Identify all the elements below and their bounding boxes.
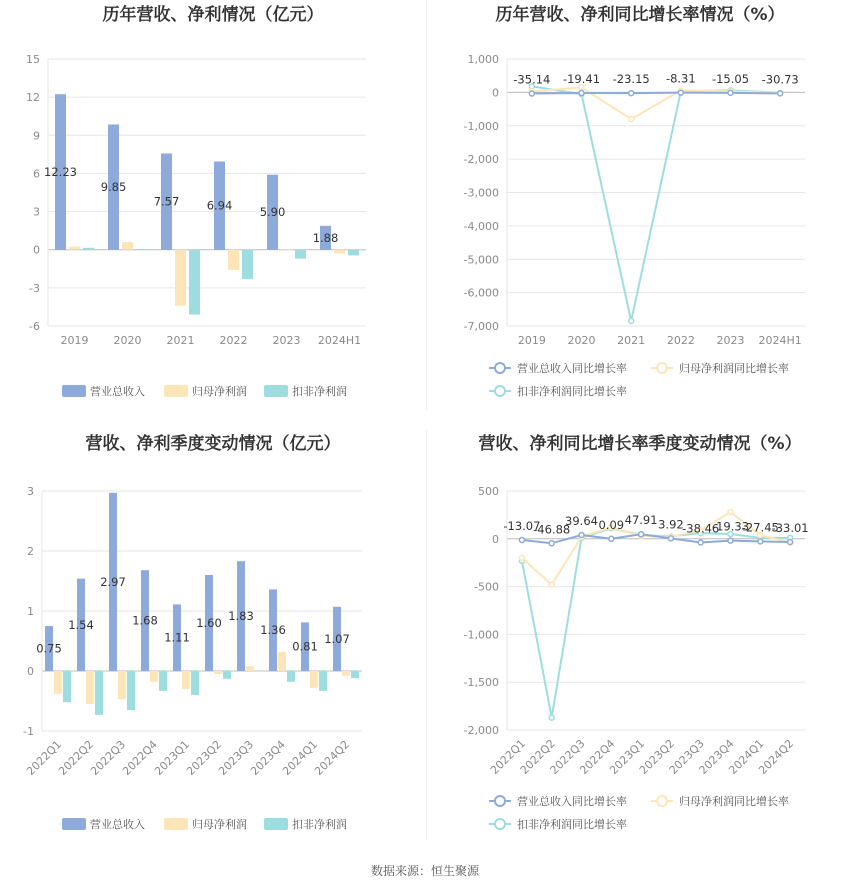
bar-value-label: 0.75: [36, 641, 62, 656]
data-point: [728, 510, 733, 515]
data-point: [549, 715, 554, 720]
bar: [86, 671, 94, 704]
x-tick-label: 2022Q1: [24, 737, 65, 778]
y-tick-label: -3,000: [463, 186, 499, 200]
bar: [159, 671, 167, 691]
legend-label: 营业总收入同比增长率: [517, 362, 627, 375]
bar: [287, 671, 295, 682]
data-point: [629, 318, 634, 323]
line-value-label: 0.09: [598, 517, 625, 532]
x-tick-label: 2022Q3: [547, 736, 588, 777]
y-tick-label: -6,000: [463, 286, 499, 300]
data-point: [728, 538, 733, 543]
x-tick-label: 2023: [272, 334, 301, 347]
x-tick-label: 2022Q4: [120, 737, 161, 778]
data-point: [519, 538, 524, 543]
y-tick-label: -1,500: [463, 676, 499, 690]
chart-title: 营收、净利季度变动情况（亿元）: [85, 434, 341, 454]
line-value-label: -38.46: [682, 521, 720, 536]
legend-marker: [657, 796, 667, 806]
bar-value-label: 2.97: [100, 574, 126, 589]
legend-label: 扣非净利润同比增长率: [517, 818, 627, 831]
line-value-label: -8.31: [665, 71, 696, 86]
bar: [136, 249, 147, 250]
bar-value-label: 5.90: [259, 205, 286, 220]
line-value-label: 3.92: [658, 517, 684, 532]
x-tick-label: 2023: [716, 334, 745, 347]
bar: [278, 652, 286, 671]
legend-marker: [495, 363, 505, 373]
bar: [150, 671, 158, 682]
legend-item: [489, 384, 627, 398]
bar: [95, 671, 103, 715]
x-tick-label: 2022Q1: [487, 736, 529, 777]
bar: [223, 671, 231, 679]
x-tick-label: 2023Q1: [152, 737, 193, 778]
data-source-label: 数据来源：恒生聚源: [370, 864, 479, 878]
x-tick-label: 2022Q2: [517, 736, 558, 777]
chart-title: 历年营收、净利情况（亿元）: [102, 5, 324, 25]
data-point: [519, 555, 524, 560]
legend-swatch: [164, 385, 188, 397]
bar: [118, 671, 126, 699]
y-tick-label: 9: [33, 129, 40, 143]
bar-value-label: 12.23: [44, 164, 77, 179]
x-tick-label: 2022: [219, 334, 248, 347]
bar: [175, 250, 186, 306]
bar: [310, 671, 318, 688]
line-value-label: -33.01: [771, 520, 809, 535]
legend-label: 扣非净利润: [292, 818, 347, 831]
y-tick-label: 15: [26, 53, 40, 66]
bar-value-label: 1.11: [164, 630, 190, 645]
bar: [191, 671, 199, 695]
legend-label: 归母净利润: [192, 385, 247, 398]
legend-label: 归母净利润: [192, 818, 247, 831]
y-tick-label: -2,000: [463, 724, 499, 737]
x-tick-label: 2023Q4: [248, 737, 289, 778]
y-tick-label: -7,000: [463, 320, 499, 333]
bar: [189, 250, 200, 315]
line-value-label: -13.07: [503, 519, 541, 534]
bar-value-label: 1.83: [228, 609, 254, 624]
x-tick-label: 2024Q2: [312, 737, 353, 778]
data-point: [579, 533, 584, 538]
y-tick-label: -1,000: [463, 119, 499, 133]
bar: [182, 671, 190, 689]
annual-growth-rate-chart: [425, 0, 850, 410]
quarterly-bar-panel: [0, 428, 425, 858]
y-tick-label: 500: [478, 485, 499, 498]
data-point: [629, 117, 634, 122]
y-tick-label: 0: [27, 665, 34, 678]
line-value-label: -19.33: [711, 519, 750, 534]
x-tick-label: 2020: [567, 334, 596, 347]
legend-marker: [657, 363, 667, 373]
bar-value-label: 1.88: [312, 230, 339, 245]
x-tick-label: 2023Q2: [184, 737, 225, 778]
x-tick-label: 2022Q4: [577, 736, 618, 777]
legend-label: 营业总收入同比增长率: [517, 795, 627, 808]
bar: [122, 242, 133, 250]
bar: [69, 247, 80, 250]
x-tick-label: 2021: [166, 334, 195, 347]
x-tick-label: 2022Q3: [88, 737, 129, 778]
x-tick-label: 2024Q1: [726, 736, 767, 777]
divider-bottom: [426, 430, 427, 840]
bar: [319, 671, 327, 691]
bar: [334, 250, 345, 254]
y-tick-label: 3: [27, 485, 34, 498]
legend-item: [62, 384, 145, 398]
bar: [348, 250, 359, 256]
y-tick-label: 0: [492, 86, 499, 100]
bar-value-label: 7.57: [153, 194, 180, 209]
y-tick-label: 6: [33, 167, 40, 181]
data-point: [609, 536, 614, 541]
x-tick-label: 2019: [517, 334, 546, 347]
legend-item: [651, 794, 789, 808]
line-value-label: -23.15: [612, 72, 650, 87]
y-tick-label: 0: [33, 243, 40, 257]
y-tick-label: -3: [29, 281, 40, 295]
bar: [83, 248, 94, 250]
line-value-label: -27.45: [741, 520, 779, 535]
data-point: [698, 540, 703, 545]
line-value-label: 39.64: [565, 514, 598, 529]
annual-bar-panel: [0, 0, 425, 430]
chart-title: 历年营收、净利同比增长率情况（%）: [495, 5, 785, 25]
annual-growth-panel: [425, 0, 850, 430]
data-point: [728, 90, 733, 95]
bar: [127, 671, 135, 710]
legend-item: [264, 384, 347, 398]
data-point: [629, 91, 634, 96]
bar-value-label: 1.54: [68, 617, 94, 632]
x-tick-label: 2021: [617, 334, 646, 347]
y-tick-label: 1,000: [467, 53, 499, 66]
x-tick-label: 2024H1: [758, 334, 802, 347]
legend-swatch: [264, 818, 288, 830]
legend-item: [651, 361, 789, 375]
y-tick-label: 2: [27, 545, 34, 558]
legend-label: 归母净利润同比增长率: [679, 795, 789, 808]
line-value-label: -30.73: [761, 72, 799, 87]
legend-swatch: [264, 385, 288, 397]
bar: [281, 250, 292, 251]
y-tick-label: -6: [29, 320, 40, 333]
legend-item: [164, 817, 247, 831]
x-tick-label: 2022: [666, 334, 695, 347]
legend-marker: [495, 819, 505, 829]
legend-item: [264, 817, 347, 831]
x-tick-label: 2023Q3: [666, 736, 707, 777]
series-line: [532, 86, 780, 321]
legend-label: 扣非净利润同比增长率: [517, 385, 627, 398]
divider-top: [426, 0, 427, 410]
y-tick-label: 3: [33, 205, 40, 219]
bar: [228, 250, 239, 270]
bar-value-label: 1.68: [132, 613, 158, 628]
line-value-label: -15.05: [711, 71, 750, 86]
y-tick-label: -1,000: [463, 628, 499, 642]
y-tick-label: -4,000: [463, 219, 499, 233]
data-point: [549, 582, 554, 587]
bar: [246, 666, 254, 671]
legend-swatch: [62, 818, 86, 830]
bar-value-label: 9.85: [100, 180, 127, 195]
legend-item: [164, 384, 247, 398]
y-tick-label: 0: [492, 532, 499, 546]
quarterly-growth-panel: [425, 428, 850, 858]
x-tick-label: 2020: [113, 334, 142, 347]
bar: [63, 671, 71, 702]
legend-item: [489, 794, 627, 808]
bar-value-label: 6.94: [206, 198, 233, 213]
legend-marker: [495, 796, 505, 806]
x-tick-label: 2022Q2: [56, 737, 97, 778]
bar-value-label: 1.36: [260, 623, 286, 638]
bar: [54, 671, 62, 694]
bar: [255, 671, 263, 672]
data-point: [549, 541, 554, 546]
quarterly-revenue-profit-chart: [0, 428, 425, 848]
bar-value-label: 1.07: [324, 631, 350, 646]
x-tick-label: 2024Q2: [756, 736, 797, 777]
y-tick-label: -1: [23, 725, 34, 738]
legend-item: [62, 817, 145, 831]
data-point: [678, 90, 683, 95]
x-tick-label: 2023Q3: [216, 737, 257, 778]
quarterly-growth-rate-chart: [425, 428, 850, 848]
legend-item: [489, 817, 627, 831]
data-point: [758, 539, 763, 544]
line-value-label: -35.14: [513, 72, 551, 87]
y-tick-label: 1: [27, 605, 34, 618]
legend-swatch: [164, 818, 188, 830]
y-tick-label: -2,000: [463, 153, 499, 167]
annual-revenue-profit-chart: [0, 0, 425, 410]
bar-value-label: 0.81: [292, 639, 318, 654]
bar: [342, 671, 350, 676]
x-tick-label: 2024Q1: [280, 737, 321, 778]
bar: [214, 671, 222, 674]
legend-swatch: [62, 385, 86, 397]
data-point: [529, 91, 534, 96]
x-tick-label: 2023Q2: [636, 736, 678, 777]
legend-label: 扣非净利润: [292, 385, 347, 398]
legend-marker: [495, 386, 505, 396]
legend-label: 营业总收入: [90, 818, 145, 831]
y-tick-label: 12: [26, 91, 40, 105]
series-line: [532, 93, 780, 94]
x-tick-label: 2023Q1: [607, 736, 648, 777]
x-tick-label: 2024H1: [317, 334, 362, 347]
legend-label: 营业总收入: [90, 385, 145, 398]
data-point: [579, 91, 584, 96]
line-value-label: -46.88: [533, 522, 571, 537]
legend-item: [489, 361, 627, 375]
series-line: [522, 528, 790, 717]
data-point: [778, 91, 783, 96]
data-point: [668, 536, 673, 541]
chart-title: 营收、净利同比增长率季度变动情况（%）: [478, 434, 802, 454]
line-value-label: 47.91: [624, 513, 658, 528]
y-tick-label: -5,000: [463, 253, 499, 267]
bar: [351, 671, 359, 678]
bar-value-label: 1.60: [196, 616, 222, 630]
data-point: [788, 539, 793, 544]
line-value-label: -19.41: [562, 72, 601, 87]
bar: [295, 250, 306, 259]
legend-label: 归母净利润同比增长率: [679, 362, 789, 375]
x-tick-label: 2023Q4: [696, 736, 737, 777]
data-point: [639, 532, 644, 537]
x-tick-label: 2019: [60, 334, 89, 347]
bar: [242, 250, 253, 279]
y-tick-label: -500: [474, 580, 499, 594]
